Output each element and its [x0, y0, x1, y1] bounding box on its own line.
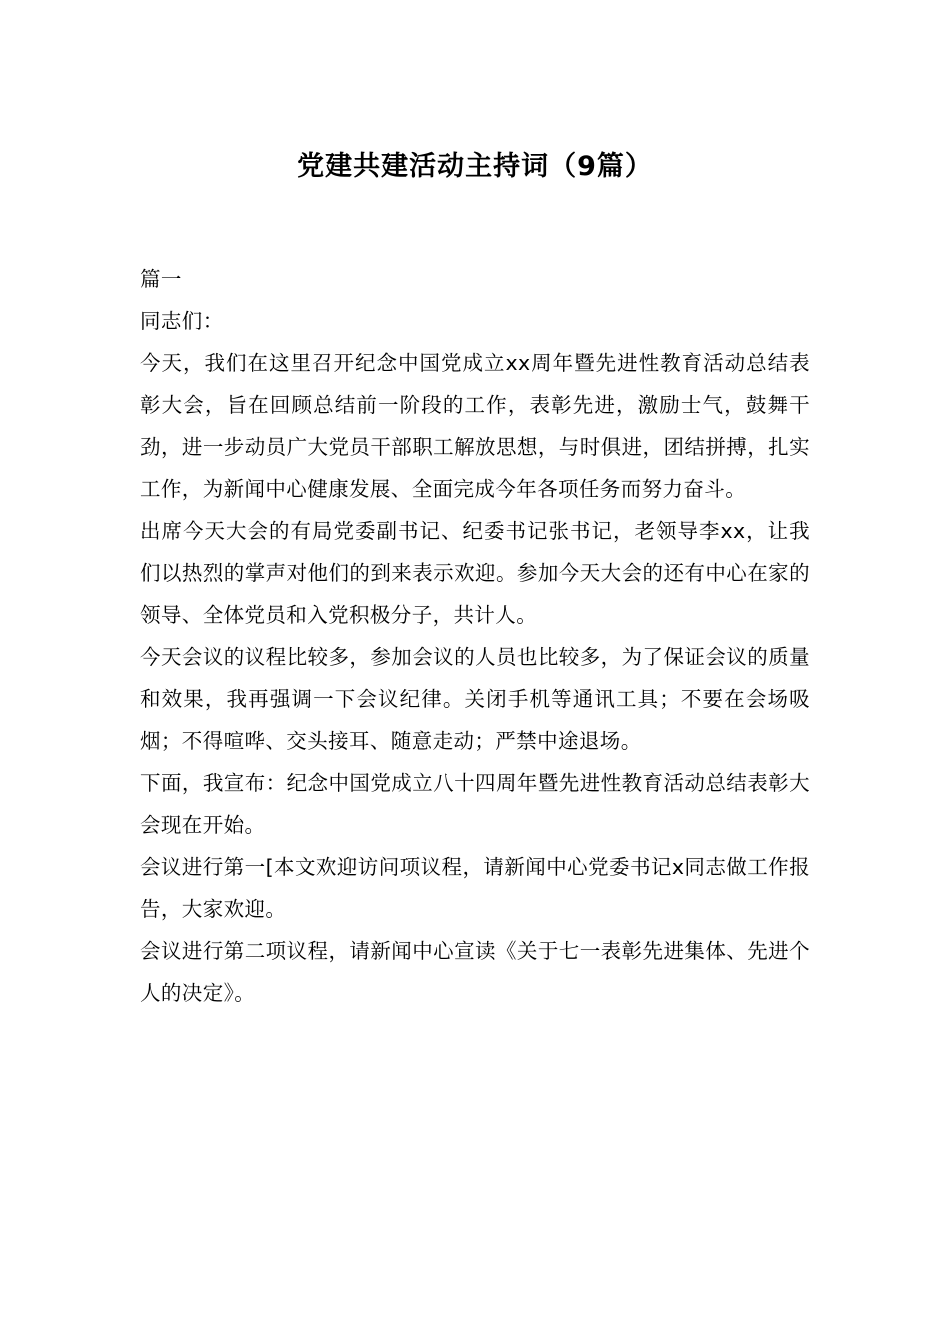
paragraph-5: 会议进行第一[本文欢迎访问项议程，请新闻中心党委书记x同志做工作报告，大家欢迎。 — [140, 855, 810, 922]
paragraph-section-label: 篇一 — [140, 266, 182, 291]
paragraph-salutation: 同志们： — [140, 308, 224, 333]
paragraph-1: 今天，我们在这里召开纪念中国党成立xx周年暨先进性教育活动总结表彰大会，旨在回顾总结前一阶段的工作，表彰先进，激励士气，鼓舞干劲，进一步动员广大党员干部职工解放思想，与时俱进，团结拼搏，扎实工作，为新闻中心健康发展、全面完成今年各项任务而努力奋斗。 — [140, 350, 810, 501]
paragraph-6: 会议进行第二项议程，请新闻中心宣读《关于七一表彰先进集体、先进个人的决定》。 — [140, 939, 810, 1006]
paragraph-3: 今天会议的议程比较多，参加会议的人员也比较多，为了保证会议的质量和效果，我再强调一下会议纪律。关闭手机等通讯工具；不要在会场吸烟；不得喧哗、交头接耳、随意走动；严禁中途退场。 — [140, 644, 810, 753]
document-body — [140, 258, 810, 1014]
page-title: 党建共建活动主持词（9篇） — [297, 151, 653, 182]
paragraph-4: 下面，我宣布：纪念中国党成立八十四周年暨先进性教育活动总结表彰大会现在开始。 — [140, 770, 810, 837]
paragraph-2: 出席今天大会的有局党委副书记、纪委书记张书记，老领导李xx，让我们以热烈的掌声对他们的到来表示欢迎。参加今天大会的还有中心在家的领导、全体党员和入党积极分子，共计人。 — [140, 518, 810, 627]
